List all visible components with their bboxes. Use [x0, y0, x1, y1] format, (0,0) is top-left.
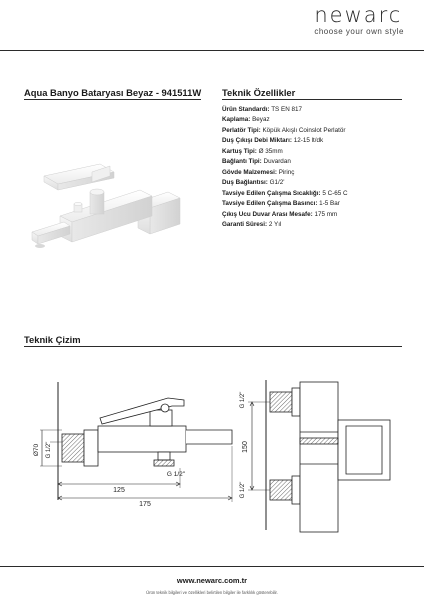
footer-divider: [0, 566, 424, 567]
spec-item: Tavsiye Edilen Çalışma Basıncı: 1-5 Bar: [222, 200, 340, 208]
brand-tagline: choose your own style: [314, 27, 404, 36]
brand-logo: [314, 4, 404, 36]
dim-125: 125: [113, 487, 125, 494]
drawing-title: Teknik Çizim: [24, 334, 81, 345]
drawing-title-underline: [24, 346, 402, 347]
side-body-outline: [300, 382, 338, 532]
product-title: Aqua Banyo Bataryası Beyaz - 941511W: [24, 87, 202, 98]
spec-item: Bağlantı Tipi: Duvardan: [222, 158, 291, 166]
spec-item: Gövde Malzemesi: Pirinç: [222, 168, 295, 176]
spec-list: [222, 105, 348, 230]
specs-title: Teknik Özellikler: [222, 87, 296, 98]
spec-item: Garanti Süresi: 2 Yıl: [222, 220, 282, 228]
technical-drawing: [0, 360, 424, 550]
connector-hatch: [62, 434, 84, 462]
dim-diameter-70: Ø70: [33, 443, 40, 457]
spec-item: Ürün Standardı: TS EN 817: [222, 106, 303, 113]
dim-g12-left: G 1/2": [46, 441, 52, 459]
spout-outline: [186, 430, 232, 444]
spec-item: Kartuş Tipi: Ø 35mm: [222, 147, 283, 155]
body-outline: [98, 426, 186, 452]
website-link[interactable]: www.newarc.com.tr: [176, 576, 248, 585]
product-image: [30, 162, 195, 262]
footer-note: Ürün teknik bilgileri ve özellikleri belirtilen bilgiler ile farklılık gösterebilir.: [146, 590, 278, 595]
specs-title-underline: [222, 99, 402, 100]
side-view: [248, 380, 390, 532]
header-divider: [0, 50, 424, 51]
dim-g12-right-bottom: G 1/2": [240, 481, 246, 499]
dim-150: 150: [242, 441, 249, 453]
spec-item: Tavsiye Edilen Çalışma Sıcaklığı: 5 C-65 C: [222, 189, 348, 197]
dim-g12-right-top: G 1/2": [240, 391, 246, 409]
front-view: [40, 382, 232, 502]
brand-name: newarc: [314, 3, 403, 27]
spec-item: Kaplama: Beyaz: [222, 116, 270, 124]
dim-g12-bottom: G 1/2": [166, 471, 186, 478]
spec-item: Duş Çıkışı Debi Miktarı: 12-15 lt/dk: [222, 137, 324, 145]
dim-175: 175: [139, 501, 151, 508]
product-title-underline: [24, 99, 201, 100]
spec-item: Duş Bağlantısı: G1/2': [222, 179, 285, 187]
spec-item: Perlatör Tipi: Köpük Akışlı Coinslot Perlatör: [222, 126, 346, 134]
spec-item: Çıkış Ucu Duvar Arası Mesafe: 175 mm: [222, 210, 338, 218]
